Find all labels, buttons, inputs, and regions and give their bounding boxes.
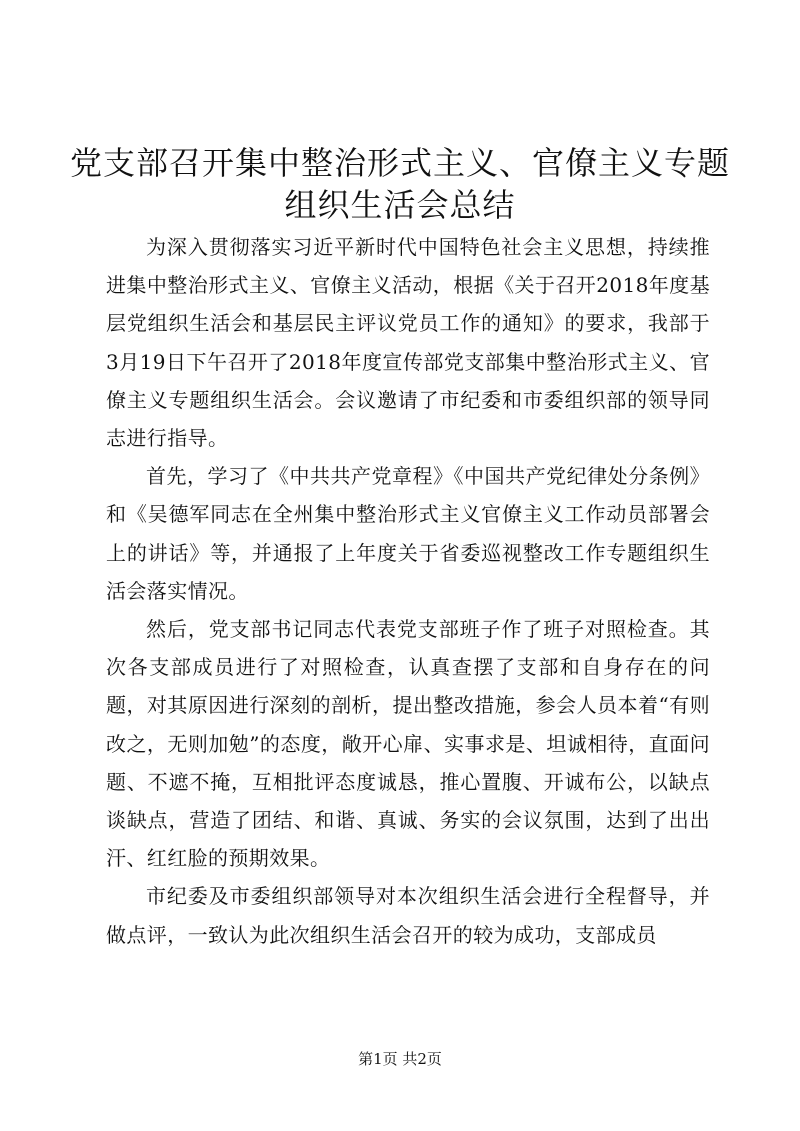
document-body [106,228,710,954]
document-title-line-1: 党支部召开集中整治形式主义、官僚主义专题 [69,144,730,182]
paragraph-3: 然后，党支部书记同志代表党支部班子作了班子对照检查。其次各支部成员进行了对照检查，认真查摆了支部和自身存在的问题，对其原因进行深刻的剖析，提出整改措施，参会人员本着“有则改之，无则加勉”的态度，敞开心扉、实事求是、坦诚相待，直面问题、不遮不掩，互相批评态度诚恳，推心置腹、开诚布公，以缺点谈缺点，营造了团结、和谐、真诚、务实的会议氛围，达到了出出汗、红红脸的预期效果。 [106,617,710,871]
paragraph-4: 市纪委及市委组织部领导对本次组织生活会进行全程督导，并做点评，一致认为此次组织生活会召开的较为成功，支部成员 [106,884,710,947]
page-footer: 第1页 共2页 [358,1050,442,1068]
paragraph-2: 首先，学习了《中共共产党章程》《中国共产党纪律处分条例》和《吴德军同志在全州集中整治形式主义官僚主义工作动员部署会上的讲话》等，并通报了上年度关于省委巡视整改工作专题组织生活会落实情况。 [106,464,710,603]
paragraph-1: 为深入贯彻落实习近平新时代中国特色社会主义思想，持续推进集中整治形式主义、官僚主义活动，根据《关于召开2018年度基层党组织生活会和基层民主评议党员工作的通知》的要求，我部于3月19日下午召开了2018年度宣传部党支部集中整治形式主义、官僚主义专题组织生活会。会议邀请了市纪委和市委组织部的领导同志进行指导。 [106,235,710,451]
document-title-line-2: 组织生活会总结 [284,186,516,224]
